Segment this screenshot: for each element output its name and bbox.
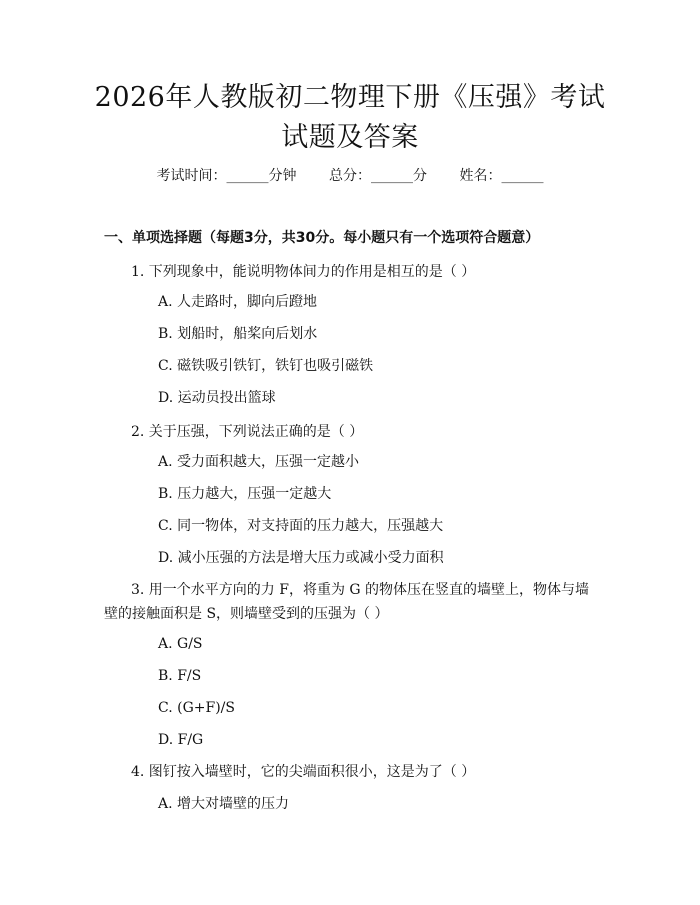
- question-4: 4. 图钉按入墙壁时，它的尖端面积很小，这是为了（ ）: [131, 764, 476, 780]
- student-name-field: 姓名：______: [459, 168, 544, 184]
- exam-meta: [0, 166, 700, 186]
- question-2-option-d: D. 减小压强的方法是增大压力或减小受力面积: [158, 550, 444, 566]
- question-3: 3. 用一个水平方向的力 F，将重为 G 的物体压在竖直的墙壁上，物体与墙壁的接触面积是 S，则墙壁受到的压强为（ ）: [104, 582, 590, 622]
- section-heading: 一、单项选择题（每题3分，共30分。每小题只有一个选项符合题意）: [104, 230, 540, 246]
- question-2-option-a: A. 受力面积越大，压强一定越小: [158, 454, 360, 470]
- question-3-option-d: D. F/G: [158, 732, 204, 748]
- question-2-option-b: B. 压力越大，压强一定越大: [158, 486, 332, 502]
- question-1-option-a: A. 人走路时，脚向后蹬地: [158, 294, 318, 310]
- question-1-option-d: D. 运动员投出篮球: [158, 390, 276, 406]
- question-2-option-c: C. 同一物体，对支持面的压力越大，压强越大: [158, 518, 444, 534]
- question-3-option-a: A. G/S: [158, 636, 203, 652]
- total-score-field: 总分：______分: [329, 168, 427, 184]
- question-3-option-b: B. F/S: [158, 668, 202, 684]
- exam-time-field: 考试时间：______分钟: [156, 168, 297, 184]
- question-4-option-a: A. 增大对墙壁的压力: [158, 796, 290, 812]
- question-3-option-c: C. (G+F)/S: [158, 700, 235, 716]
- question-1-option-c: C. 磁铁吸引铁钉，铁钉也吸引磁铁: [158, 358, 374, 374]
- question-1: 1. 下列现象中，能说明物体间力的作用是相互的是（ ）: [131, 264, 476, 280]
- page-title: 2026年人教版初二物理下册《压强》考试试题及答案: [94, 82, 606, 153]
- question-2: 2. 关于压强，下列说法正确的是（ ）: [131, 424, 364, 440]
- question-1-option-b: B. 划船时，船桨向后划水: [158, 326, 318, 342]
